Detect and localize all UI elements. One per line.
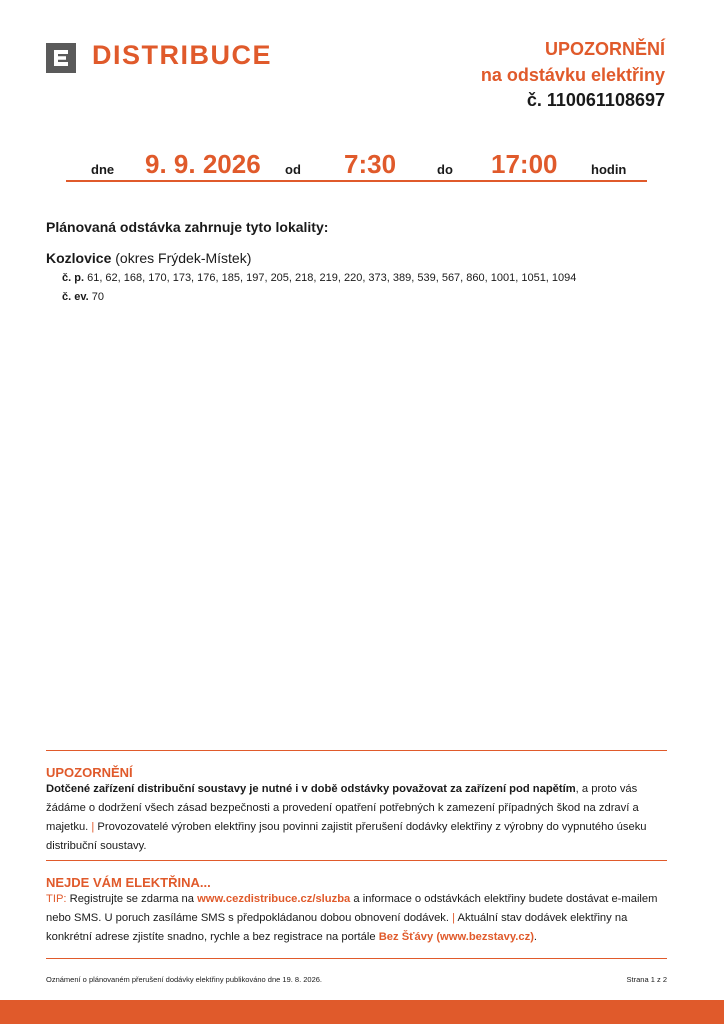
outage-end-time: 17:00 [491,149,558,179]
notice-subtitle: na odstávku elektřiny [480,65,665,85]
portal-link[interactable]: (www.bezstavy.cz) [436,931,534,943]
info-end: . [533,931,538,943]
ce-label: č. ev. [62,291,89,303]
cp-label: č. p. [62,272,85,284]
warning-separator: | [91,821,95,833]
town-district: (okres Frýdek-Místek) [115,250,252,266]
cp-values: 61, 62, 168, 170, 173, 176, 185, 197, 205, 218, 219, 220, 373, 389, 539, 567, 860, 1001, 1051, 1094 [87,272,577,284]
info-title: NEJDE VÁM ELEKTŘINA... [46,875,211,890]
info-separator: | [452,912,456,924]
page-number: Strana 1 z 2 [626,975,667,984]
warning-divider-top [46,750,667,751]
date-label: dne [91,162,115,177]
published-note: Oznámení o plánovaném přerušení dodávky elektřiny publikováno dne 19. 8. 2026. [46,975,323,984]
notice-number: č. 110061108697 [526,90,665,110]
logo-icon [46,43,76,73]
outage-date: 9. 9. 2026 [145,149,261,179]
to-label: do [437,162,453,177]
ce-values: 70 [91,291,105,303]
locality-town [46,250,251,266]
bottom-brand-bar [0,1000,724,1024]
warning-text [46,780,670,856]
portal-name: Bez Šťávy [378,931,434,943]
house-numbers [62,272,576,284]
from-label: od [285,162,301,177]
warning-bold-text: Dotčené zařízení distribuční soustavy je nutné i v době odstávky považovat za zařízení pod napětím [46,783,576,795]
logo-text: DISTRIBUCE [92,40,273,70]
hours-label: hodin [591,162,627,177]
town-name: Kozlovice [46,250,112,266]
outage-start-time: 7:30 [344,149,397,179]
localities-heading: Plánovaná odstávka zahrnuje tyto lokality: [46,219,329,235]
info-text-2: a informace o odstávkách elektřiny budete dostávat e-mailem nebo SMS. U poruch zasíláme SMS s předpokládanou dobou obnovení dodávek. [46,893,658,924]
info-text-3: Aktuální stav dodávek elektřiny na konkrétní adrese zjistíte snadno, rychle a bez registrace na portále [46,912,628,943]
tip-label: TIP: [46,893,67,905]
service-link[interactable]: www.cezdistribuce.cz/sluzba [197,893,351,905]
warning-text-1: , a proto vás žádáme o dodržení všech zásad bezpečnosti a provedení opatření potřebných k zamezení případných škod na zdraví a majetku. [46,783,639,833]
info-text-1: Registrujte se zdarma na [69,893,194,905]
date-divider [66,180,647,182]
registration-numbers [62,291,104,303]
warning-text-2: Provozovatelé výroben elektřiny jsou povinni zajistit přerušení dodávky elektřiny z výrobny do vypnutého úseku distribuční soustavy. [46,821,647,852]
warning-title: UPOZORNĚNÍ [46,765,133,780]
footer-divider [46,958,667,959]
info-text [46,890,670,947]
notice-title: UPOZORNĚNÍ [544,39,665,59]
info-divider-top [46,860,667,861]
